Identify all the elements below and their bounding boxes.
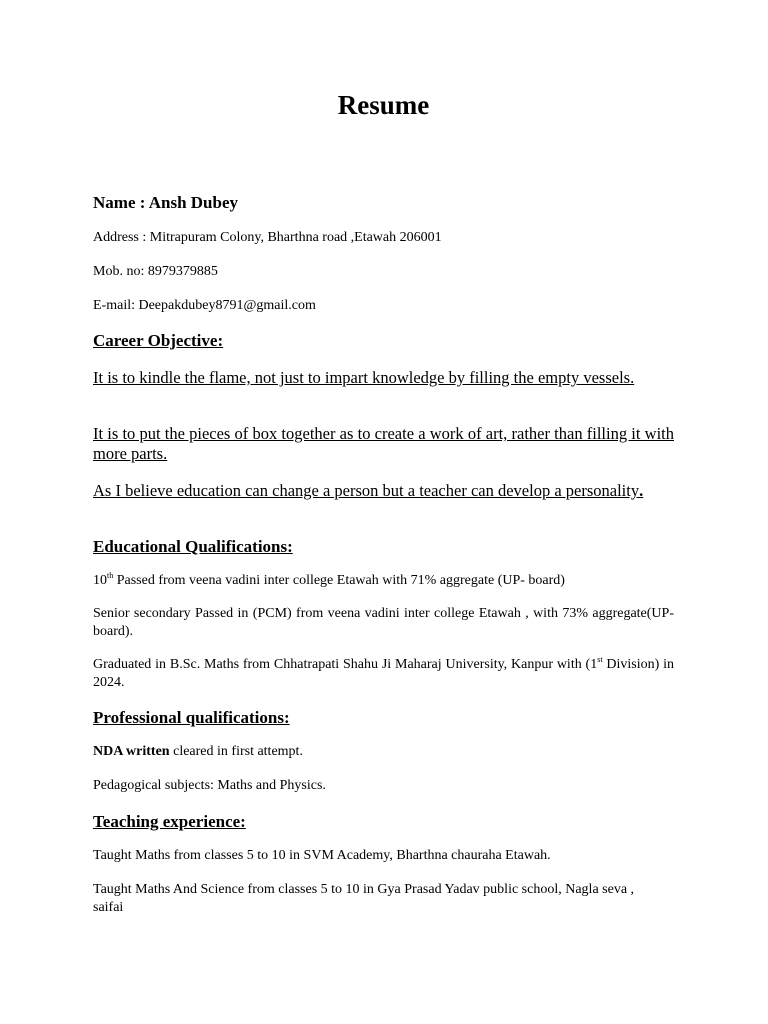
career-objective-line-3	[93, 481, 674, 501]
education-item-10th	[93, 572, 674, 590]
career-objective-line-3-period: .	[639, 481, 644, 500]
mobile-line: Mob. no: 8979379885	[93, 264, 218, 279]
name-label: Name :	[93, 193, 149, 212]
email-line: E-mail: Deepakdubey8791@gmail.com	[93, 298, 316, 313]
career-objective-line-2: It is to put the pieces of box together as to create a work of art, rather than filling it with more parts.	[93, 424, 674, 463]
educational-qualifications-heading: Educational Qualifications:	[93, 537, 293, 556]
professional-item-nda-bold: NDA written	[93, 744, 170, 759]
name-value: Ansh Dubey	[148, 193, 239, 212]
career-objective-heading: Career Objective:	[93, 331, 224, 350]
teaching-item-svm: Taught Maths from classes 5 to 10 in SVM Academy, Bharthna chauraha Etawah.	[93, 848, 551, 863]
name-line	[93, 193, 238, 213]
professional-item-pedagogical: Pedagogical subjects: Maths and Physics.	[93, 778, 326, 793]
education-item-10th-text: Passed from veena vadini inter college Etawah with 71% aggregate (UP- board)	[113, 573, 565, 588]
page-title: Resume	[337, 90, 430, 120]
address-line: Address : Mitrapuram Colony, Bharthna road ,Etawah 206001	[93, 230, 442, 245]
education-item-10th-number: 10	[93, 573, 107, 588]
career-objective-line-3-text: As I believe education can change a person but a teacher can develop a personality	[93, 481, 640, 500]
education-item-graduation-end: Division) in 2024.	[93, 657, 674, 690]
career-objective-line-1: It is to kindle the flame, not just to impart knowledge by filling the empty vessels.	[93, 368, 635, 387]
professional-item-nda	[93, 743, 674, 761]
education-item-graduation-text: Graduated in B.Sc. Maths from Chhatrapati Shahu Ji Maharaj University, Kanpur with (1	[93, 657, 598, 672]
education-item-graduation-sup: st	[597, 655, 603, 664]
professional-qualifications-heading: Professional qualifications:	[93, 708, 290, 727]
teaching-item-gya-prasad: Taught Maths And Science from classes 5 to 10 in Gya Prasad Yadav public school, Nagla seva , saifai	[93, 882, 635, 915]
education-item-10th-sup: th	[107, 571, 114, 580]
education-item-graduation	[93, 656, 674, 692]
education-item-senior-secondary: Senior secondary Passed in (PCM) from veena vadini inter college Etawah , with 73% aggregate(UP-board).	[93, 606, 674, 639]
professional-item-nda-text: cleared in first attempt.	[169, 744, 303, 759]
teaching-experience-heading: Teaching experience:	[93, 812, 246, 831]
